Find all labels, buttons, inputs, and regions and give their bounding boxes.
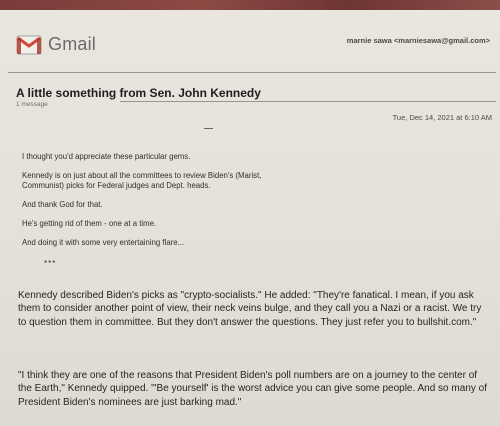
intro-line: And thank God for that. xyxy=(22,200,103,209)
intro-line: And doing it with some very entertaining flare... xyxy=(22,238,185,247)
quote-paragraph-1: Kennedy described Biden's picks as "crypto-socialists." He added: "They're fanatical. I mean, if you ask them to consider another point of view, their neck veins bulge, and they call you a Nazi or a racist. We try to question them in committee. But they don't answer the questions. They just refer you to bullshit.com." xyxy=(18,290,482,328)
gmail-envelope-icon xyxy=(16,35,42,55)
subject-divider xyxy=(120,101,496,102)
intro-line: I thought you'd appreciate these particular gems. xyxy=(22,152,191,161)
email-date: Tue, Dec 14, 2021 at 6:10 AM xyxy=(392,113,492,122)
intro-line: He's getting rid of them - one at a time. xyxy=(22,219,157,228)
header-divider xyxy=(8,72,496,73)
email-subject: A little something from Sen. John Kennedy xyxy=(16,86,261,100)
gmail-wordmark: Gmail xyxy=(48,34,97,54)
quote-paragraph-2: "I think they are one of the reasons that President Biden's poll numbers are on a journey to the center of the Earth," Kennedy quipped. "'Be yourself' is the worst advice you can give some people. And so many of President Biden's nominees are just barking mad." xyxy=(18,370,487,408)
pen-mark xyxy=(204,128,213,129)
email-intro xyxy=(22,152,492,271)
gmail-logo xyxy=(16,34,96,55)
separator-stars: *** xyxy=(44,259,57,268)
message-count: 1 message xyxy=(16,101,48,108)
printed-email-page xyxy=(0,10,500,426)
sender-address: marnie sawa <marniesawa@gmail.com> xyxy=(346,36,490,45)
intro-line: Kennedy is on just about all the committees to review Biden's (Marist, Communist) picks for Federal judges and Dept. heads. xyxy=(22,171,262,190)
